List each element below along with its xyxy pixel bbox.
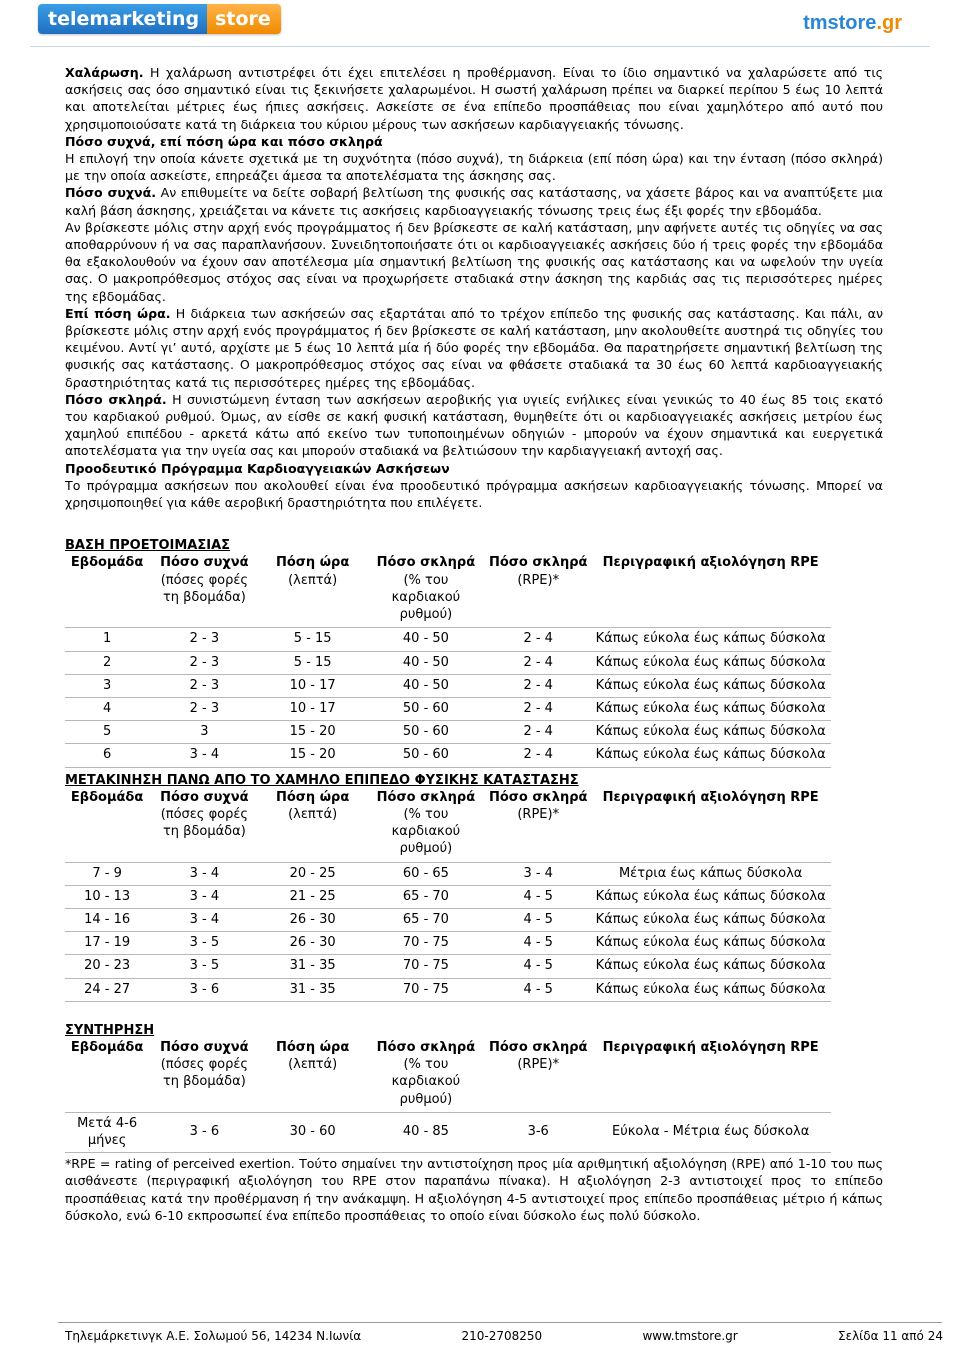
table-cell: 40 - 50 bbox=[366, 674, 486, 697]
how-long-text: Η διάρκεια των ασκήσεών σας εξαρτάται από το τρέχον επίπεδο της φυσικής σας κατάστασης. Και πάλι, αν βρίσκεστε μόλις στην αρχή ενός προγράμματος ή δεν βρίσκεστε σε καλή κατάσταση, μην ακολουθείτε αυστηρά τις οδηγίες του κειμένου. Αντί γι’ αυτό, αρχίστε με 5 έως 10 λεπτά μία ή δύο φορές την εβδομάδα. Θα παρατηρήσετε σημαντική βελτίωση της φυσικής σας κατάστασης. Ο μακροπρόθεσμος στόχος σας είναι να φθάσετε σταδιακά τα 30 έως 60 λεπτά καρδιοαγγειακής δραστηριότητας κατά τις περισσότερες ημέρες της εβδομάδας. bbox=[65, 305, 883, 390]
table-cell: Κάπως εύκολα έως κάπως δύσκολα bbox=[590, 651, 831, 674]
table-cell: 17 - 19 bbox=[65, 932, 149, 955]
table-cell: 3 - 6 bbox=[149, 1112, 259, 1152]
table-cell: 10 - 17 bbox=[260, 697, 366, 720]
site-brand-name: tmstore bbox=[803, 12, 877, 34]
table-cell: 40 - 50 bbox=[366, 651, 486, 674]
column-header-week bbox=[65, 554, 149, 627]
table-cell: 40 - 50 bbox=[366, 628, 486, 651]
column-header-rpe-description-label: Περιγραφική αξιολόγηση RPE bbox=[602, 555, 819, 571]
table-cell: 5 - 15 bbox=[260, 651, 366, 674]
table-cell: Εύκολα - Μέτρια έως δύσκολα bbox=[590, 1112, 831, 1152]
table-cell: 70 - 75 bbox=[366, 978, 486, 1001]
table-cell: 2 - 4 bbox=[486, 674, 590, 697]
table-cell: 26 - 30 bbox=[260, 932, 366, 955]
table-row bbox=[65, 651, 831, 674]
table-cell: Μέτρια έως κάπως δύσκολα bbox=[590, 862, 831, 885]
table-cell: 5 - 15 bbox=[260, 628, 366, 651]
table-row bbox=[65, 628, 831, 651]
table-cell: 14 - 16 bbox=[65, 908, 149, 931]
table-cell: 6 bbox=[65, 744, 149, 767]
relax-label: Χαλάρωση. bbox=[65, 65, 144, 80]
table-cell: 2 bbox=[65, 651, 149, 674]
column-header-intensity-sublabel: (% του καρδιακού ρυθμού) bbox=[391, 572, 461, 623]
column-header-intensity-label: Πόσο σκληρά bbox=[376, 555, 476, 571]
table-cell: 24 - 27 bbox=[65, 978, 149, 1001]
column-header-rpe-sublabel: (RPE)* bbox=[517, 806, 560, 822]
column-header-rpe bbox=[486, 789, 590, 862]
table-cell: 3 bbox=[149, 721, 259, 744]
table-maintenance bbox=[65, 1039, 831, 1153]
table-cell: 40 - 85 bbox=[366, 1112, 486, 1152]
column-header-intensity-label: Πόσο σκληρά bbox=[376, 789, 476, 805]
column-header-rpe bbox=[486, 554, 590, 627]
how-long-paragraph bbox=[65, 305, 883, 391]
column-header-week-label: Εβδομάδα bbox=[70, 1039, 144, 1055]
table-cell: Κάπως εύκολα έως κάπως δύσκολα bbox=[590, 885, 831, 908]
table-cell: 2 - 3 bbox=[149, 651, 259, 674]
table-row bbox=[65, 697, 831, 720]
column-header-rpe-label: Πόσο σκληρά bbox=[488, 789, 588, 805]
table2-title: ΜΕΤΑΚΙΝΗΣΗ ΠΑΝΩ ΑΠΟ ΤΟ ΧΑΜΗΛΟ ΕΠΙΠΕΔΟ ΦΥΣΙΚΗΣ ΚΑΤΑΣΤΑΣΗΣ bbox=[65, 772, 579, 788]
relax-paragraph bbox=[65, 64, 883, 133]
column-header-frequency-label: Πόσο συχνά bbox=[160, 1039, 249, 1055]
footer-website-link[interactable]: www.tmstore.gr bbox=[642, 1329, 738, 1343]
table-cell: 50 - 60 bbox=[366, 721, 486, 744]
frequency-heading: Πόσο συχνά, επί πόση ώρα και πόσο σκληρά bbox=[65, 133, 383, 149]
column-header-rpe-description-label: Περιγραφική αξιολόγηση RPE bbox=[602, 1039, 819, 1055]
column-header-rpe-label: Πόσο σκληρά bbox=[488, 1039, 588, 1055]
table-cell: 15 - 20 bbox=[260, 721, 366, 744]
column-header-frequency bbox=[149, 789, 259, 862]
table-cell: 2 - 4 bbox=[486, 628, 590, 651]
table-row bbox=[65, 744, 831, 767]
table-cell: 70 - 75 bbox=[366, 932, 486, 955]
column-header-rpe-sublabel: (RPE)* bbox=[517, 1057, 560, 1073]
table-row bbox=[65, 932, 831, 955]
column-header-intensity-sublabel: (% του καρδιακού ρυθμού) bbox=[391, 1057, 461, 1107]
table-cell: 2 - 4 bbox=[486, 651, 590, 674]
page-header bbox=[0, 0, 960, 48]
footer-phone: 210-2708250 bbox=[461, 1329, 543, 1343]
table-base-preparation bbox=[65, 554, 831, 767]
table-cell: Κάπως εύκολα έως κάπως δύσκολα bbox=[590, 628, 831, 651]
table-cell: 21 - 25 bbox=[260, 885, 366, 908]
table-header-row bbox=[65, 1039, 831, 1112]
table-cell: 60 - 65 bbox=[366, 862, 486, 885]
column-header-rpe-description bbox=[590, 789, 831, 862]
table-cell: 65 - 70 bbox=[366, 908, 486, 931]
table-cell: 26 - 30 bbox=[260, 908, 366, 931]
table-cell: 3 - 4 bbox=[149, 908, 259, 931]
column-header-rpe-description bbox=[590, 554, 831, 627]
table-cell: 4 - 5 bbox=[486, 908, 590, 931]
column-header-duration bbox=[260, 554, 366, 627]
column-header-duration-sublabel: (λεπτά) bbox=[288, 572, 338, 588]
table-cell: 3 bbox=[65, 674, 149, 697]
footer-divider bbox=[58, 1322, 942, 1323]
column-header-intensity-sublabel: (% του καρδιακού ρυθμού) bbox=[391, 806, 461, 857]
column-header-week bbox=[65, 1039, 149, 1112]
column-header-duration-sublabel: (λεπτά) bbox=[288, 1057, 338, 1073]
column-header-frequency bbox=[149, 554, 259, 627]
table-row bbox=[65, 721, 831, 744]
column-header-week-label: Εβδομάδα bbox=[70, 555, 144, 571]
footer-page-number: Σελίδα 11 από 24 bbox=[838, 1329, 943, 1343]
table-cell: 4 - 5 bbox=[486, 932, 590, 955]
how-hard-paragraph bbox=[65, 391, 883, 460]
how-often-label: Πόσο συχνά. bbox=[65, 185, 157, 201]
column-header-frequency-sublabel: (πόσες φορές τη βδομάδα) bbox=[160, 572, 249, 605]
column-header-rpe-label: Πόσο σκληρά bbox=[488, 555, 588, 571]
column-header-frequency bbox=[149, 1039, 259, 1112]
table-cell: 3 - 6 bbox=[149, 978, 259, 1001]
table-cell: 31 - 35 bbox=[260, 978, 366, 1001]
how-hard-label: Πόσο σκληρά. bbox=[65, 391, 167, 407]
program-paragraph: Το πρόγραμμα ασκήσεων που ακολουθεί είναι ένα προοδευτικό πρόγραμμα ασκήσεων καρδιοαγγειακής τόνωσης. Μπορεί να χρησιμοποιηθεί για κάθε αεροβική δραστηριότητα που επιλέγετε. bbox=[65, 477, 883, 511]
table-cell: 70 - 75 bbox=[366, 955, 486, 978]
table-cell: 10 - 13 bbox=[65, 885, 149, 908]
table-cell: Μετά 4-6 μήνες bbox=[65, 1112, 149, 1152]
table-header-row bbox=[65, 554, 831, 627]
table-cell: 65 - 70 bbox=[366, 885, 486, 908]
column-header-intensity bbox=[366, 1039, 486, 1112]
column-header-intensity bbox=[366, 554, 486, 627]
column-header-duration-sublabel: (λεπτά) bbox=[288, 806, 338, 822]
telemarketing-store-logo[interactable] bbox=[38, 4, 281, 34]
column-header-duration bbox=[260, 1039, 366, 1112]
how-often-text: Αν επιθυμείτε να δείτε σοβαρή βελτίωση της φυσικής σας κατάστασης, να χάσετε βάρος και να αναπτύξετε μια καλή βάση άσκησης, χρειάζεται να κάνετε τις ασκήσεις καρδιοαγγειακής τόνωσης τρεις έως έξι φορές την εβδομάδα. bbox=[65, 185, 883, 218]
table-row bbox=[65, 885, 831, 908]
how-often-paragraph-2: Αν βρίσκεστε μόλις στην αρχή ενός προγράμματος ή δεν βρίσκεστε σε καλή κατάσταση, μην αφήνετε αυτές τις οδηγίες να σας αποθαρρύνουν ή να σας παραπλανήσουν. Συνειδητοποιήσατε ότι οι καρδιοαγγειακές ασκήσεις δύο ή τρεις φορές την εβδομάδα θα εξακολουθούν να έχουν σαν αποτέλεσμα μία σημαντική βελτίωση της φυσικής σας κατάστασης και να ωφελούν την υγεία σας. Ο μακροπρόθεσμος στόχος σας είναι να προχωρήσετε σταδιακά στην άσκηση της καρδιάς σας τις περισσότερες ημέρες της εβδομάδας. bbox=[65, 219, 883, 304]
table-row bbox=[65, 955, 831, 978]
table3-title: ΣΥΝΤΗΡΗΣΗ bbox=[65, 1022, 155, 1038]
table-cell: Κάπως εύκολα έως κάπως δύσκολα bbox=[590, 978, 831, 1001]
column-header-duration-label: Πόση ώρα bbox=[276, 555, 350, 571]
table-cell: 50 - 60 bbox=[366, 697, 486, 720]
table-cell: 2 - 3 bbox=[149, 628, 259, 651]
column-header-week bbox=[65, 789, 149, 862]
column-header-duration-label: Πόση ώρα bbox=[276, 789, 350, 805]
table-cell: 4 - 5 bbox=[486, 978, 590, 1001]
table-cell: 4 - 5 bbox=[486, 955, 590, 978]
table-cell: 30 - 60 bbox=[260, 1112, 366, 1152]
table-cell: 50 - 60 bbox=[366, 744, 486, 767]
table-cell: 3 - 4 bbox=[486, 862, 590, 885]
table-cell: Κάπως εύκολα έως κάπως δύσκολα bbox=[590, 744, 831, 767]
table-row bbox=[65, 862, 831, 885]
table-cell: 2 - 4 bbox=[486, 721, 590, 744]
table-cell: 3 - 5 bbox=[149, 955, 259, 978]
table-cell: 3 - 4 bbox=[149, 744, 259, 767]
table-cell: 1 bbox=[65, 628, 149, 651]
site-brand-suffix: .gr bbox=[876, 12, 902, 34]
table-cell: 3 - 5 bbox=[149, 932, 259, 955]
table-row bbox=[65, 978, 831, 1001]
table1-title: ΒΑΣΗ ΠΡΟΕΤΟΙΜΑΣΙΑΣ bbox=[65, 538, 231, 554]
table-cell: Κάπως εύκολα έως κάπως δύσκολα bbox=[590, 674, 831, 697]
how-hard-text: Η συνιστώμενη ένταση των ασκήσεων αεροβικής για υγιείς ενήλικες είναι γενικώς το 40 έως 85 τοις εκατό του καρδιακού ρυθμού. Όμως, αν είσθε σε κακή φυσική κατάσταση, θυμηθείτε ότι οι καρδιοαγγειακές ασκήσεις μετρίου έως χαμηλού επιπέδου - αρκετά κάτω από εκείνο των τυποποιημένων οδηγιών - μπορούν να έχουν σημαντικά και ευεργετικά αποτελέσματα για την υγεία σας και μπορούν σταδιακά να βελτιώσουν την καρδιαγγειακή αντοχή σας. bbox=[65, 391, 883, 459]
table-cell: 2 - 3 bbox=[149, 674, 259, 697]
program-heading: Προοδευτικό Πρόγραμμα Καρδιοαγγειακών Ασκήσεων bbox=[65, 460, 450, 476]
table-row bbox=[65, 908, 831, 931]
column-header-rpe-description-label: Περιγραφική αξιολόγηση RPE bbox=[602, 789, 819, 805]
table-cell: Κάπως εύκολα έως κάπως δύσκολα bbox=[590, 697, 831, 720]
table-cell: 4 - 5 bbox=[486, 885, 590, 908]
table-cell: 31 - 35 bbox=[260, 955, 366, 978]
table-row bbox=[65, 674, 831, 697]
page-footer bbox=[65, 1329, 943, 1343]
table-row bbox=[65, 1112, 831, 1152]
rpe-footnote: *RPE = rating of perceived exertion. Τούτο σημαίνει την αντιστοίχηση προς μία αριθμητική αξιολόγηση (RPE) από 1-10 του πως αισθάνεστε (περιγραφική αξιολόγηση του RPE στον παραπάνω πίνακα). Η αξιολόγηση 2-3 αντιστοιχεί προς το επίπεδο προσπάθειας κατά την προθέρμανση ή την ανάκαμψη. Η αξιολόγηση 4-5 αντιστοιχεί προς επίπεδο προσπάθειας μέτριο ή κάπως δύσκολο, ενώ 6-10 εκπροσωπεί ένα επίπεδο προσπάθειας το οποίο είναι δύσκολο έως πολύ δύσκολο. bbox=[65, 1156, 883, 1223]
table-cell: 7 - 9 bbox=[65, 862, 149, 885]
relax-text: Η χαλάρωση αντιστρέφει ότι έχει επιτελέσει η προθέρμανση. Είναι το ίδιο σημαντικό να χαλαρώσετε από τις ασκήσεις σας όσο σημαντικό είναι τις ξεκινήσετε χαλαρωμένοι. Η σωστή χαλάρωση πρέπει να διαρκεί περίπου 5 έως 10 λεπτά και αποτελείται μέτριες έως ήπιες ασκήσεις. Ασκείστε σε ένα επίπεδο προσπάθειας που είναι χαμηλότερο από αυτό που χρησιμοποιούσατε κατά τη διάρκεια του κύριου μέρους των ασκήσεων καρδιαγγειακής τόνωσης. bbox=[65, 65, 883, 132]
how-often-paragraph bbox=[65, 184, 883, 218]
frequency-paragraph: Η επιλογή την οποία κάνετε σχετικά με τη συχνότητα (πόσο συχνά), τη διάρκεια (επί πόση ώρα) και την ένταση (πόσο σκληρά) με την οποία ασκείστε, επηρεάζει άμεσα τα αποτελέσματα της άσκησης σας. bbox=[65, 151, 883, 184]
column-header-intensity-label: Πόσο σκληρά bbox=[376, 1039, 476, 1055]
table-cell: Κάπως εύκολα έως κάπως δύσκολα bbox=[590, 955, 831, 978]
column-header-frequency-sublabel: (πόσες φορές τη βδομάδα) bbox=[160, 806, 249, 840]
column-header-rpe-sublabel: (RPE)* bbox=[517, 572, 560, 588]
column-header-week-label: Εβδομάδα bbox=[70, 789, 144, 805]
table-cell: 5 bbox=[65, 721, 149, 744]
table-cell: 2 - 3 bbox=[149, 697, 259, 720]
table-cell: Κάπως εύκολα έως κάπως δύσκολα bbox=[590, 721, 831, 744]
document-body bbox=[65, 64, 883, 1224]
column-header-frequency-sublabel: (πόσες φορές τη βδομάδα) bbox=[160, 1057, 249, 1090]
logo-text-telemarketing: telemarketing bbox=[38, 4, 207, 34]
how-long-label: Επί πόση ώρα. bbox=[65, 305, 171, 321]
table-cell: 20 - 25 bbox=[260, 862, 366, 885]
table-cell: 2 - 4 bbox=[486, 744, 590, 767]
table-cell: 3-6 bbox=[486, 1112, 590, 1152]
table-moving-up bbox=[65, 789, 831, 1002]
column-header-frequency-label: Πόσο συχνά bbox=[160, 789, 249, 805]
column-header-rpe-description bbox=[590, 1039, 831, 1112]
table-cell: 3 - 4 bbox=[149, 885, 259, 908]
footer-company: Τηλεμάρκετινγκ Α.Ε. Σολωμού 56, 14234 Ν.Ιωνία bbox=[65, 1329, 362, 1343]
table-cell: 15 - 20 bbox=[260, 744, 366, 767]
table-cell: 10 - 17 bbox=[260, 674, 366, 697]
column-header-frequency-label: Πόσο συχνά bbox=[160, 555, 249, 571]
column-header-duration-label: Πόση ώρα bbox=[276, 1039, 350, 1055]
table-cell: 20 - 23 bbox=[65, 955, 149, 978]
site-brand[interactable] bbox=[803, 12, 902, 35]
table-cell: 3 - 4 bbox=[149, 862, 259, 885]
column-header-intensity bbox=[366, 789, 486, 862]
table-cell: 4 bbox=[65, 697, 149, 720]
table-cell: Κάπως εύκολα έως κάπως δύσκολα bbox=[590, 908, 831, 931]
table-cell: 2 - 4 bbox=[486, 697, 590, 720]
logo-text-store: store bbox=[207, 4, 281, 34]
column-header-duration bbox=[260, 789, 366, 862]
table-header-row bbox=[65, 789, 831, 862]
column-header-rpe bbox=[486, 1039, 590, 1112]
header-divider bbox=[30, 46, 930, 47]
table-cell: Κάπως εύκολα έως κάπως δύσκολα bbox=[590, 932, 831, 955]
